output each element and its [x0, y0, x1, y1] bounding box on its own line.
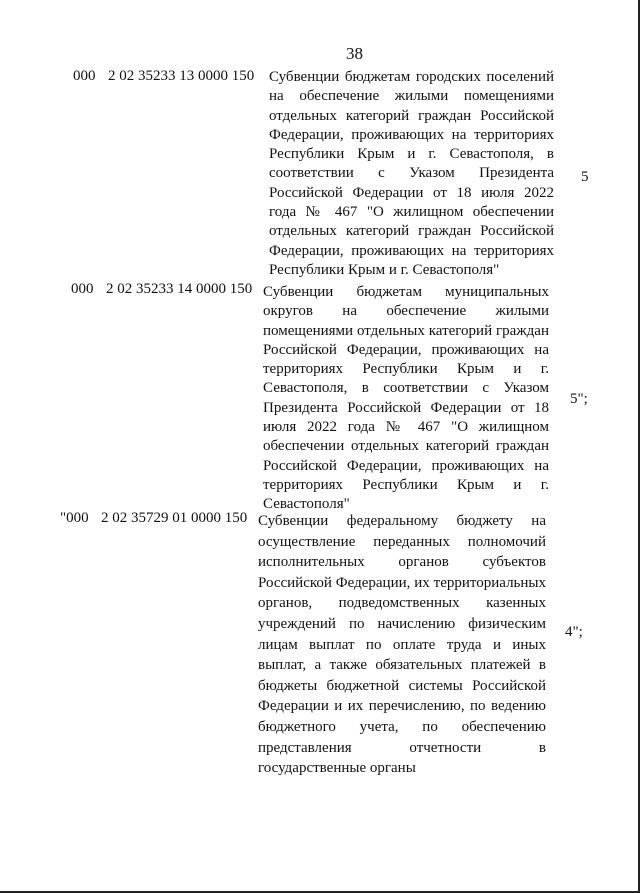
administrator-code: 000: [71, 281, 94, 297]
income-description: Субвенции бюджетам муниципальных округов на обеспечение жилыми помещениями отдельных категорий граждан Российской Федерации, проживающих на территориях Республики Крым и г. Севастополя, в соответствии с Указом Президента Российской Федерации от 18 июля 2022 года № 467 "О жилищном обеспечении отдельных категорий граждан Российской Федерации, проживающих на территориях Республики Крым и г. Севастополя": [263, 284, 549, 513]
page-number: 38: [346, 44, 363, 63]
budget-classification-code: 2 02 35233 13 0000 150: [108, 68, 255, 84]
administrator-code: "000: [60, 510, 89, 526]
amount-value: 4";: [565, 624, 583, 640]
amount-value: 5: [581, 169, 589, 185]
amount-value: 5";: [570, 391, 588, 407]
income-description: Субвенции бюджетам городских поселений на обеспечение жилыми помещениями отдельных категорий граждан Российской Федерации, проживающих на территориях Республики Крым и г. Севастополя, в соответствии с Указом Президента Российской Федерации от 18 июля 2022 года № 467 "О жилищном обеспечении отдельных категорий граждан Российской Федерации, проживающих на территориях Республики Крым и г. Севастополя": [269, 69, 554, 278]
administrator-code: 000: [73, 68, 96, 84]
income-description: Субвенции федеральному бюджету на осуществление переданных полномочий исполнительных органов субъектов Российской Федерации, их территориальных органов, подведомственных казенных учреждений по начислению физическим лицам выплат по оплате труда и иных выплат, а также обязательных платежей в бюджеты бюджетной системы Российской Федерации и их перечислению, по ведению бюджетного учета, по обеспечению представления отчетности в государственные органы: [258, 513, 546, 777]
budget-classification-code: 2 02 35233 14 0000 150: [106, 281, 253, 297]
budget-classification-code: 2 02 35729 01 0000 150: [101, 510, 248, 526]
